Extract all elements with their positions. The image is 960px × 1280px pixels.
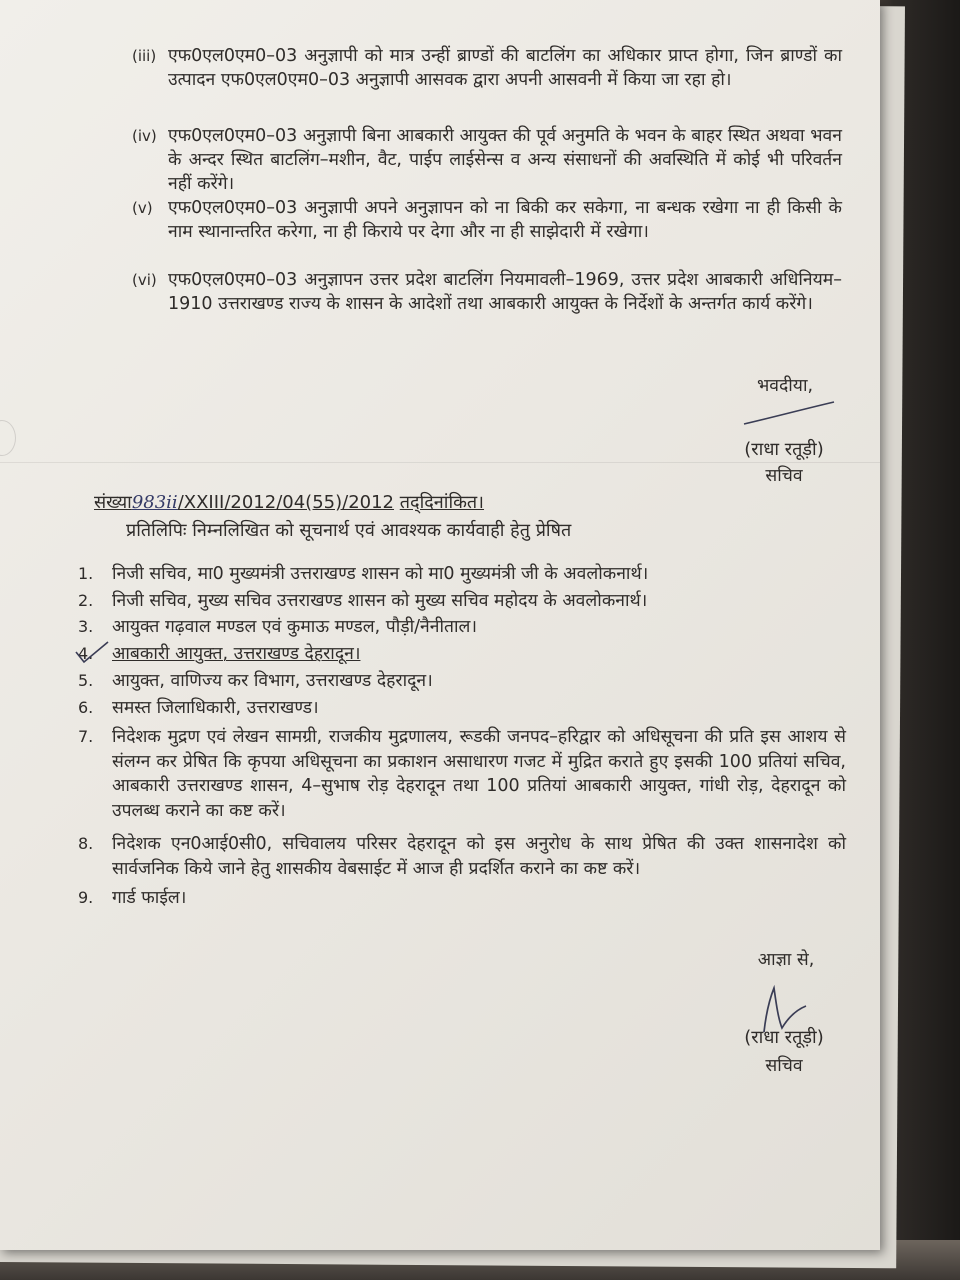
tick-mark [72, 638, 112, 666]
list-text: निजी सचिव, मा0 मुख्यमंत्री उत्तराखण्ड शासन को मा0 मुख्यमंत्री जी के अवलोकनार्थ। [112, 564, 649, 584]
closing-salutation: भवदीया, [756, 376, 814, 396]
list-number: 5. [78, 671, 94, 690]
list-text: गार्ड फाईल। [112, 888, 187, 908]
reference-prefix: संख्या [94, 492, 132, 513]
list-number: 3. [78, 617, 94, 636]
list-text: निदेशक एन0आई0सी0, सचिवालय परिसर देहरादून को इस अनुरोध के साथ प्रेषित की उक्त शासनादेश को सार्वजनिक किये जाने हेतु शासकीय वेबसाईट में आज ही प्रदर्शित कराने का कष्ट करें। [112, 834, 846, 879]
reference-suffix: तद्‌दिनांकित। [399, 492, 485, 513]
list-item [78, 642, 846, 667]
list-item [78, 696, 846, 721]
paper-fold [0, 462, 880, 463]
clause-number: (vi) [132, 271, 157, 289]
list-text: आयुक्त गढ़वाल मण्डल एवं कुमाऊ मण्डल, पौड़ी/नैनीताल। [112, 617, 477, 637]
clause-text: एफ0एल0एम0–03 अनुज्ञापी को मात्र उन्हीं ब्राण्डों की बाटलिंग का अधिकार प्राप्त होगा, जिन ब्राण्डों का उत्पादन एफ0एल0एम0–03 अनुज्ञापी आसवक द्वारा अपनी आसवनी में किया जा रहा हो। [168, 46, 842, 90]
list-item [78, 725, 846, 823]
signature-stroke [740, 398, 840, 428]
clause-number: (iii) [132, 47, 157, 65]
copy-note: प्रतिलिपिः निम्नलिखित को सूचनार्थ एवं आवश्यक कार्यवाही हेतु प्रेषित [126, 520, 572, 541]
list-text: आयुक्त, वाणिज्य कर विभाग, उत्तराखण्ड देहरादून। [112, 671, 433, 691]
signatory-name: (राधा रतूड़ी) [744, 439, 824, 460]
clause-number: (v) [132, 199, 153, 217]
clause-text: एफ0एल0एम0–03 अनुज्ञापी बिना आबकारी आयुक्त की पूर्व अनुमति के भवन के बाहर स्थित अथवा भवन के अन्दर स्थित बाटलिंग–मशीन, वैट, पाईप लाईसेन्स व अन्य संसाधनों की अवस्थिति में कोई भी परिवर्तन नहीं करेंगे। [168, 126, 842, 194]
list-text: निजी सचिव, मुख्य सचिव उत्तराखण्ड शासन को मुख्य सचिव महोदय के अवलोकनार्थ। [112, 591, 648, 611]
signatory-name: (राधा रतूड़ी) [744, 1027, 824, 1048]
clause-text: एफ0एल0एम0–03 अनुज्ञापन उत्तर प्रदेश बाटलिंग नियमावली–1969, उत्तर प्रदेश आबकारी अधिनियम–1910 उत्तराखण्ड राज्य के शासन के आदेशों तथा आबकारी आयुक्त के निर्देशों के अन्तर्गत कार्य करेंगे। [168, 270, 842, 314]
list-item [78, 615, 846, 640]
list-text: आबकारी आयुक्त, उत्तराखण्ड देहरादून। [112, 644, 361, 664]
list-item [78, 832, 846, 881]
list-number: 8. [78, 834, 94, 853]
list-text: समस्त जिलाधिकारी, उत्तराखण्ड। [112, 698, 319, 718]
list-item [78, 589, 846, 614]
clause-text: एफ0एल0एम0–03 अनुज्ञापी अपने अनुज्ञापन को ना बिकी कर सकेगा, ना बन्धक रखेगा ना ही किसी के नाम स्थानान्तरित करेगा, ना ही किराये पर देगा और ना ही साझेदारी में रखेगा। [168, 198, 842, 242]
list-number: 2. [78, 591, 94, 610]
reference-code: /XXIII/2012/04(55)/2012 [177, 492, 395, 513]
signatory-title: सचिव [765, 466, 803, 486]
list-number: 4. [78, 644, 94, 663]
list-item [78, 886, 846, 911]
list-text: निदेशक मुद्रण एवं लेखन सामग्री, राजकीय मुद्रणालय, रूडकी जनपद–हरिद्वार को अधिसूचना की प्रति इस आशय से संलग्न कर प्रेषित कि कृपया अधिसूचना का प्रकाशन असाधारण गजट में मुद्रित कराते हुए इसकी 100 प्रतियां सचिव, आबकारी उत्तराखण्ड शासन, 4–सुभाष रोड़ देहरादून तथा 100 प्रतियां आबकारी आयुक्त, गांधी रोड़, देहरादून को उपलब्ध कराने का कष्ट करें। [112, 727, 846, 821]
list-number: 1. [78, 564, 94, 583]
clause-vi [132, 268, 842, 316]
punch-hole [0, 420, 16, 456]
list-number: 9. [78, 888, 94, 907]
clause-iii [132, 44, 842, 92]
list-item [78, 562, 846, 587]
clause-v [132, 196, 842, 244]
list-number: 6. [78, 698, 94, 717]
handwritten-number: 983ii [131, 492, 178, 513]
list-item [78, 669, 846, 694]
signatory-title: सचिव [765, 1056, 803, 1076]
clause-iv [132, 124, 842, 196]
reference-number [94, 490, 484, 516]
clause-number: (iv) [132, 127, 157, 145]
closing-salutation: आज्ञा से, [757, 950, 815, 970]
list-number: 7. [78, 727, 94, 746]
